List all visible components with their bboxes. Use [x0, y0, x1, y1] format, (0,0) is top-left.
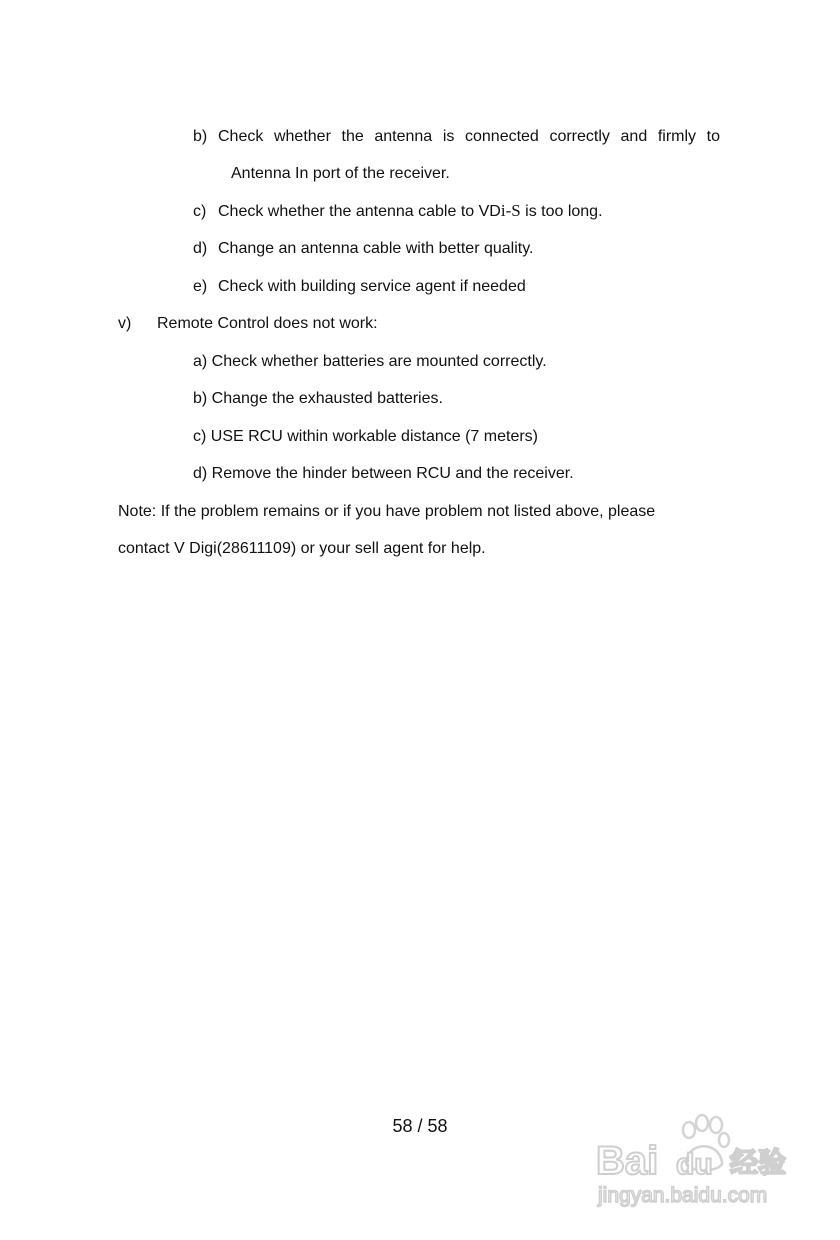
step-marker: e) [193, 278, 208, 295]
step-text: is too long. [520, 203, 603, 220]
page-number: 58 / 58 [392, 1116, 448, 1136]
svg-text:经验: 经验 [730, 1146, 787, 1179]
step-text: Check with building service agent if needed [218, 278, 526, 295]
svg-text:jingyan.baidu.com: jingyan.baidu.com [598, 1184, 768, 1207]
antenna-step-c [193, 201, 603, 222]
section-heading-remote [118, 314, 378, 334]
remote-step: b) Change the exhausted batteries. [193, 390, 443, 407]
note-line-1: Note: If the problem remains or if you have problem not listed above, please [118, 503, 656, 520]
antenna-step-d [193, 239, 533, 259]
remote-step: c) USE RCU within workable distance (7 meters) [193, 428, 538, 445]
antenna-step-e [193, 277, 526, 297]
remote-step: a) Check whether batteries are mounted correctly. [193, 353, 547, 370]
step-marker: d) [193, 240, 208, 257]
section-title: Remote Control does not work: [157, 315, 378, 332]
svg-text:Bai: Bai [596, 1139, 659, 1183]
remote-step: d) Remove the hinder between RCU and the receiver. [193, 465, 574, 482]
step-marker: b) [193, 128, 208, 145]
section-marker: v) [118, 315, 132, 332]
antenna-step-b-continued: Antenna In port of the receiver. [231, 165, 450, 182]
baidu-watermark-logo [590, 1110, 800, 1210]
model-name: i-S [500, 201, 521, 220]
step-text: Check whether the antenna is connected correctly and firmly to [218, 128, 720, 145]
note-line-2: contact V Digi(28611109) or your sell agent for help. [118, 540, 486, 557]
step-text: Change an antenna cable with better quality. [218, 240, 534, 257]
step-text: Check whether the antenna cable to VD [218, 203, 501, 220]
step-marker: c) [193, 203, 207, 220]
antenna-step-b [193, 127, 720, 147]
svg-text:du: du [676, 1148, 713, 1181]
